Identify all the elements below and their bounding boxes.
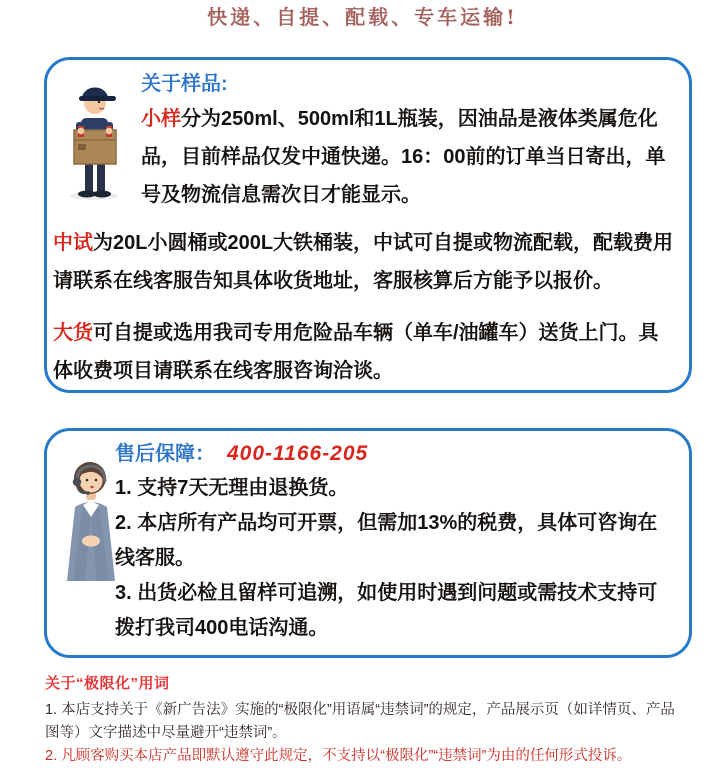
- aftersales-title: 售后保障：: [115, 443, 215, 465]
- lead-word-bulk: 大货: [53, 322, 93, 344]
- disclaimer-item-1: 1. 本店支持关于《新广告法》实施的“极限化”用语属“违禁词”的规定，产品展示页（如详情页、产品图等）文字描述中尽量避开“违禁词”。: [45, 702, 675, 741]
- disclaimer-item-2-clipped: 2. 凡顾客购买本店产品即默认遵守此规定，不支持以“极限化”“违禁词”为由的任何形式投诉。: [45, 748, 632, 764]
- sample-paragraph-small-text: 分为250ml、500ml和1L瓶装，因油品是液体类属危化品，目前样品仅发中通快递。16：00前的订单当日寄出，单号及物流信息需次日才能显示。: [141, 108, 666, 206]
- aftersales-content: [115, 437, 675, 646]
- lead-word-pilot: 中试: [53, 232, 93, 254]
- sample-box-title: 关于样品:: [141, 73, 228, 95]
- sample-info-box: [44, 57, 692, 393]
- sample-paragraph-bulk-text: 可自提或选用我司专用危险品车辆（单车/油罐车）送货上门。具体收费项目请联系在线客服咨询洽谈。: [53, 322, 659, 382]
- aftersales-item-1: 1. 支持7天无理由退换货。: [115, 477, 349, 499]
- lead-word-small-sample: 小样: [141, 108, 181, 130]
- aftersales-title-row: [115, 437, 675, 471]
- aftersales-item-3: 3. 出货必检且留样可追溯，如使用时遇到问题或需技术支持可拨打我司400电话沟通。: [115, 582, 658, 639]
- sample-paragraph-bulk: [53, 314, 675, 390]
- sample-paragraph-small: [53, 100, 675, 214]
- courier-holding-package-icon: [59, 74, 129, 202]
- customer-service-agent-headset-icon: [55, 453, 125, 581]
- service-phone-number: 400-1166-205: [227, 442, 369, 465]
- aftersales-box: [44, 428, 692, 658]
- customer-service-illustration: [55, 453, 125, 581]
- aftersales-item-2: 2. 本店所有产品均可开票，但需加13%的税费，具体可咨询在线客服。: [115, 512, 658, 569]
- product-shipping-info-page: [0, 1, 725, 764]
- disclaimer-section: [45, 672, 681, 768]
- transport-methods-heading: 快递、自提、配载、专车运输!: [207, 5, 518, 29]
- sample-paragraph-pilot-text: 为20L小圆桶或200L大铁桶装，中试可自提或物流配载，配载费用请联系在线客服告知具体收货地址，客服核算后方能予以报价。: [53, 232, 674, 292]
- disclaimer-title: 关于“极限化”用词: [45, 675, 170, 692]
- courier-illustration: [59, 74, 129, 202]
- sample-paragraph-pilot: [53, 224, 675, 300]
